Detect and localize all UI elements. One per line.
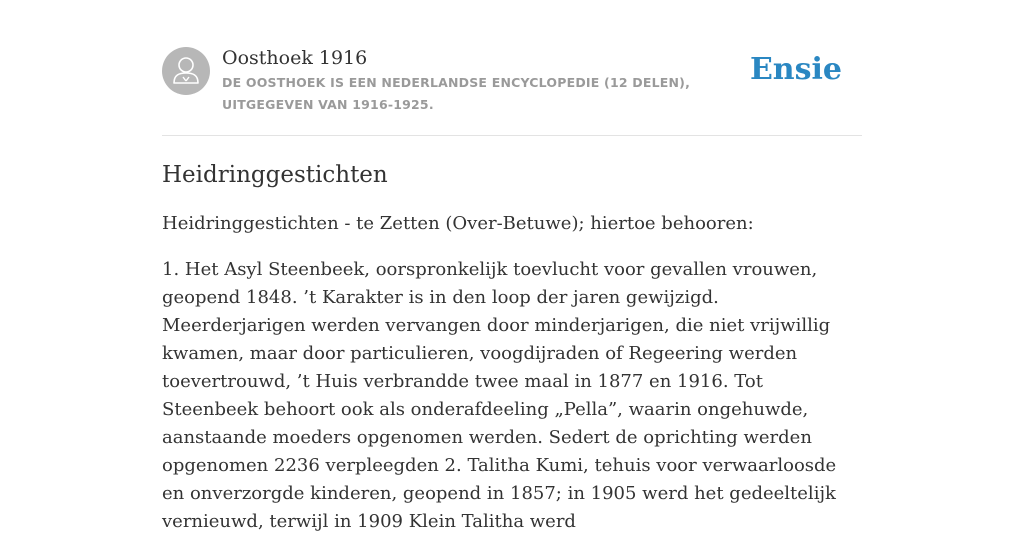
article-body: 1. Het Asyl Steenbeek, oorspronkelijk toevlucht voor gevallen vrouwen, geopend 1848. ’t Karakter is in den loop der jaren gewijzigd. Meerderjarigen werden vervangen door minderjarigen, die niet vrijwillig kwamen, maar door particulieren, voogdijraden of Regeering werden toevertrouwd, ’t Huis verbrandde twee maal in 1877 en 1916. Tot Steenbeek behoort ook als onderafdeeling „Pella”, waarin ongehuwde, aanstaande moeders opgenomen werden. Sedert de oprichting werden opgenomen 2236 verpleegden 2. Talitha Kumi, tehuis voor verwaarloosde en onverzorgde kinderen, geopend in 1857; in 1905 werd het gedeeltelijk vernieuwd, terwijl in 1909 Klein Talitha werd: [162, 259, 837, 532]
article-title: Heidringgestichten: [162, 162, 388, 188]
article-lead: Heidringgestichten - te Zetten (Over-Betuwe); hiertoe behooren:: [162, 213, 754, 234]
source-name[interactable]: Oosthoek 1916: [222, 47, 368, 69]
brand-logo-link[interactable]: Ensie: [749, 52, 842, 87]
header-divider: [162, 135, 862, 136]
article: [162, 158, 862, 536]
source-header: [162, 46, 862, 136]
source-description: DE OOSTHOEK IS EEN NEDERLANDSE ENCYCLOPEDIE (12 DELEN), UITGEGEVEN VAN 1916-1925.: [222, 75, 691, 112]
user-icon: [162, 47, 210, 95]
